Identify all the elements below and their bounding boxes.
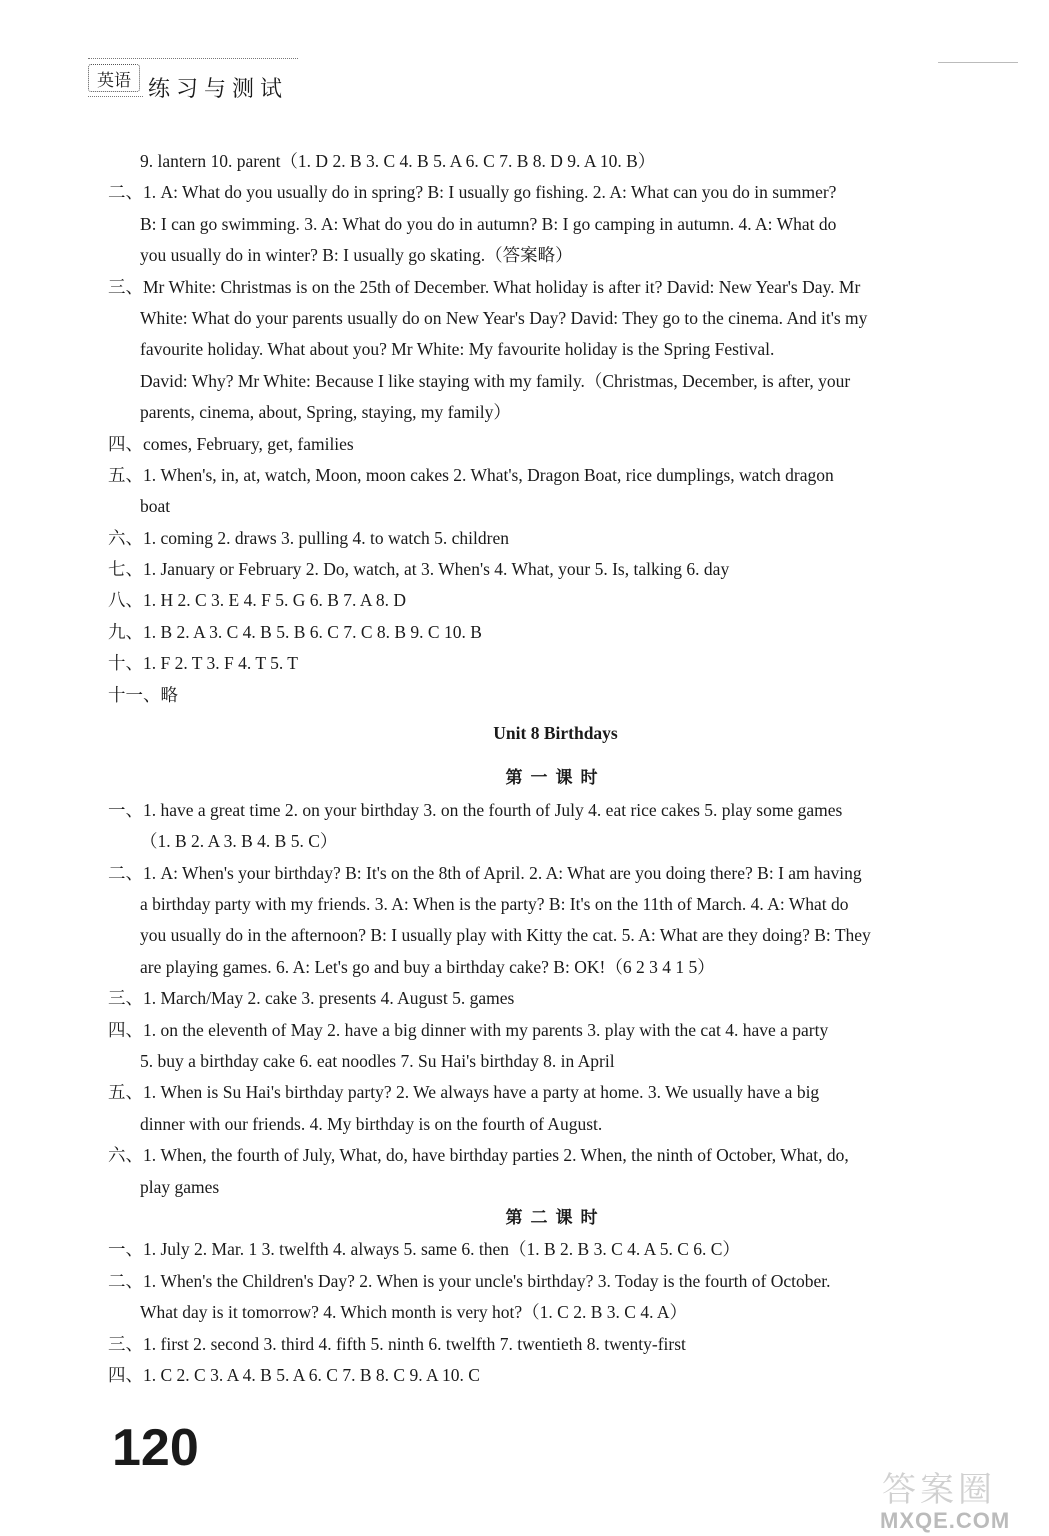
answer-line: you usually do in the afternoon? B: I usually play with Kitty the cat. 5. A: What are they doing? B: They: [140, 925, 871, 946]
answer-line: 十、1. F 2. T 3. F 4. T 5. T: [108, 653, 298, 674]
answer-line: 六、1. When, the fourth of July, What, do, have birthday parties 2. When, the ninth of October, What, do,: [108, 1145, 849, 1166]
answer-line: 5. buy a birthday cake 6. eat noodles 7. Su Hai's birthday 8. in April: [140, 1050, 615, 1071]
watermark: [872, 1462, 1028, 1532]
answer-line: 七、1. January or February 2. Do, watch, at 3. When's 4. What, your 5. Is, talking 6. day: [108, 559, 730, 580]
answer-line: 四、1. C 2. C 3. A 4. B 5. A 6. C 7. B 8. C 9. A 10. C: [108, 1364, 480, 1385]
answer-line: （1. B 2. A 3. B 4. B 5. C）: [140, 831, 338, 852]
answer-line: 二、1. A: What do you usually do in spring? B: I usually go fishing. 2. A: What can you do in summer?: [108, 182, 837, 203]
answer-line: 十一、略: [108, 684, 178, 705]
previous-unit-answers: [108, 146, 1003, 711]
unit-title: Unit 8 Birthdays: [493, 723, 618, 744]
answer-line: favourite holiday. What about you? Mr White: My favourite holiday is the Spring Festival.: [140, 339, 775, 360]
header-dotted-rule: [88, 58, 298, 59]
answer-line: dinner with our friends. 4. My birthday is on the fourth of August.: [140, 1113, 603, 1134]
answer-line: 六、1. coming 2. draws 3. pulling 4. to watch 5. children: [108, 527, 509, 548]
answer-line: parents, cinema, about, Spring, staying, my family）: [140, 402, 511, 423]
answer-line: 五、1. When is Su Hai's birthday party? 2. We always have a party at home. 3. We usually have a big: [108, 1082, 820, 1103]
answer-line: David: Why? Mr White: Because I like staying with my family.（Christmas, December, is after, your: [140, 370, 851, 391]
answer-line: 四、1. on the eleventh of May 2. have a big dinner with my parents 3. play with the cat 4. have a party: [108, 1019, 829, 1040]
answer-line: boat: [140, 496, 171, 517]
answer-line: a birthday party with my friends. 3. A: When is the party? B: It's on the 11th of March. 4. A: What do: [140, 894, 849, 915]
answer-line: 五、1. When's, in, at, watch, Moon, moon cakes 2. What's, Dragon Boat, rice dumplings, watch dragon: [108, 464, 834, 485]
answer-line: 9. lantern 10. parent（1. D 2. B 3. C 4. B 5. A 6. C 7. B 8. D 9. A 10. B）: [140, 151, 656, 171]
subject-underline: [88, 96, 143, 97]
answer-line: are playing games. 6. A: Let's go and buy a birthday cake? B: OK!（6 2 3 4 1 5）: [140, 956, 715, 977]
answer-line: 二、1. When's the Children's Day? 2. When is your uncle's birthday? 3. Today is the fourth of October.: [108, 1270, 831, 1291]
answer-line: 八、1. H 2. C 3. E 4. F 5. G 6. B 7. A 8. D: [108, 590, 407, 611]
page-number: 120: [112, 1419, 199, 1477]
header-right-rule: [938, 62, 1018, 63]
lesson-one-answers: [108, 795, 1003, 1203]
watermark-text: MXQE.COM: [880, 1508, 1011, 1533]
lesson-title: 第一课时: [505, 768, 606, 789]
answer-line: 二、1. A: When's your birthday? B: It's on the 8th of April. 2. A: What are you doing there? B: I am having: [108, 862, 862, 883]
answer-line: 四、comes, February, get, families: [108, 433, 354, 454]
answer-line: 三、1. March/May 2. cake 3. presents 4. August 5. games: [108, 988, 515, 1009]
answer-content: [108, 146, 1003, 1391]
watermark-logo: 答案圈: [882, 1470, 996, 1510]
answer-line: 三、1. first 2. second 3. third 4. fifth 5. ninth 6. twelfth 7. twentieth 8. twenty-first: [108, 1333, 686, 1354]
answer-line: 一、1. July 2. Mar. 1 3. twelfth 4. always 5. same 6. then（1. B 2. B 3. C 4. A 5. C 6. C）: [108, 1239, 740, 1260]
answer-line: 三、Mr White: Christmas is on the 25th of December. What holiday is after it? David: New Year's Day. Mr: [108, 276, 861, 297]
answer-line: 一、1. have a great time 2. on your birthday 3. on the fourth of July 4. eat rice cakes 5. play some games: [108, 799, 843, 820]
answer-line: What day is it tomorrow? 4. Which month is very hot?（1. C 2. B 3. C 4. A）: [140, 1302, 687, 1323]
answer-line: White: What do your parents usually do on New Year's Day? David: They go to the cinema. And it's my: [140, 307, 868, 328]
answer-line: play games: [140, 1176, 220, 1197]
answer-line: 九、1. B 2. A 3. C 4. B 5. B 6. C 7. C 8. B 9. C 10. B: [108, 621, 482, 642]
answer-line: you usually do in winter? B: I usually go skating.（答案略）: [140, 245, 573, 266]
lesson-title: 第二课时: [505, 1207, 606, 1228]
book-title: 练习与测试: [148, 77, 289, 102]
page-header: [88, 58, 1018, 108]
subject-label: 英语: [88, 64, 140, 92]
answer-line: B: I can go swimming. 3. A: What do you do in autumn? B: I go camping in autumn. 4. A: What do: [140, 213, 837, 234]
lesson-two-answers: [108, 1234, 1003, 1391]
